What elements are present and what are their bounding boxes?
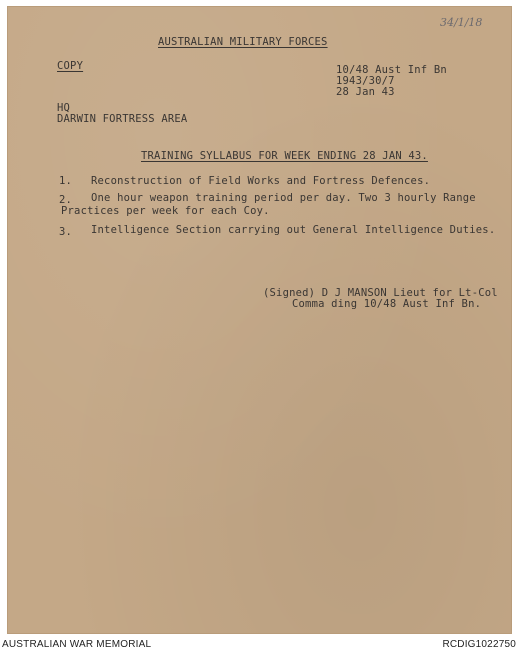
document-page [7, 6, 512, 634]
item-number-3: 3. [59, 226, 73, 238]
item-text-3: Intelligence Section carrying out General Intelligence Duties. [91, 224, 496, 236]
reference-unit: 10/48 Aust Inf Bn [336, 64, 447, 76]
copy-label: COPY [57, 60, 84, 72]
signature-line-1: (Signed) D J MANSON Lieut for Lt-Col [263, 287, 498, 299]
pencil-annotation: 34/1/18 [440, 16, 483, 29]
footer-institution: AUSTRALIAN WAR MEMORIAL [2, 639, 152, 650]
addressee-hq: HQ [57, 102, 71, 114]
item-number-1: 1. [59, 175, 73, 187]
signature-line-2: Comma ding 10/48 Aust Inf Bn. [292, 298, 482, 310]
item-text-2-line-1: One hour weapon training period per day. Two 3 hourly Range [91, 192, 476, 204]
footer-record-id: RCDIG1022750 [442, 639, 516, 650]
item-text-1: Reconstruction of Field Works and Fortress Defences. [91, 175, 431, 187]
reference-date: 28 Jan 43 [336, 86, 395, 98]
reference-file-number: 1943/30/7 [336, 75, 395, 87]
document-title: TRAINING SYLLABUS FOR WEEK ENDING 28 JAN 43. [141, 150, 428, 162]
addressee-area: DARWIN FORTRESS AREA [57, 113, 188, 125]
document-header: AUSTRALIAN MILITARY FORCES [158, 36, 328, 48]
item-text-2-line-2: Practices per week for each Coy. [61, 205, 270, 217]
item-number-2: 2. [59, 194, 73, 206]
